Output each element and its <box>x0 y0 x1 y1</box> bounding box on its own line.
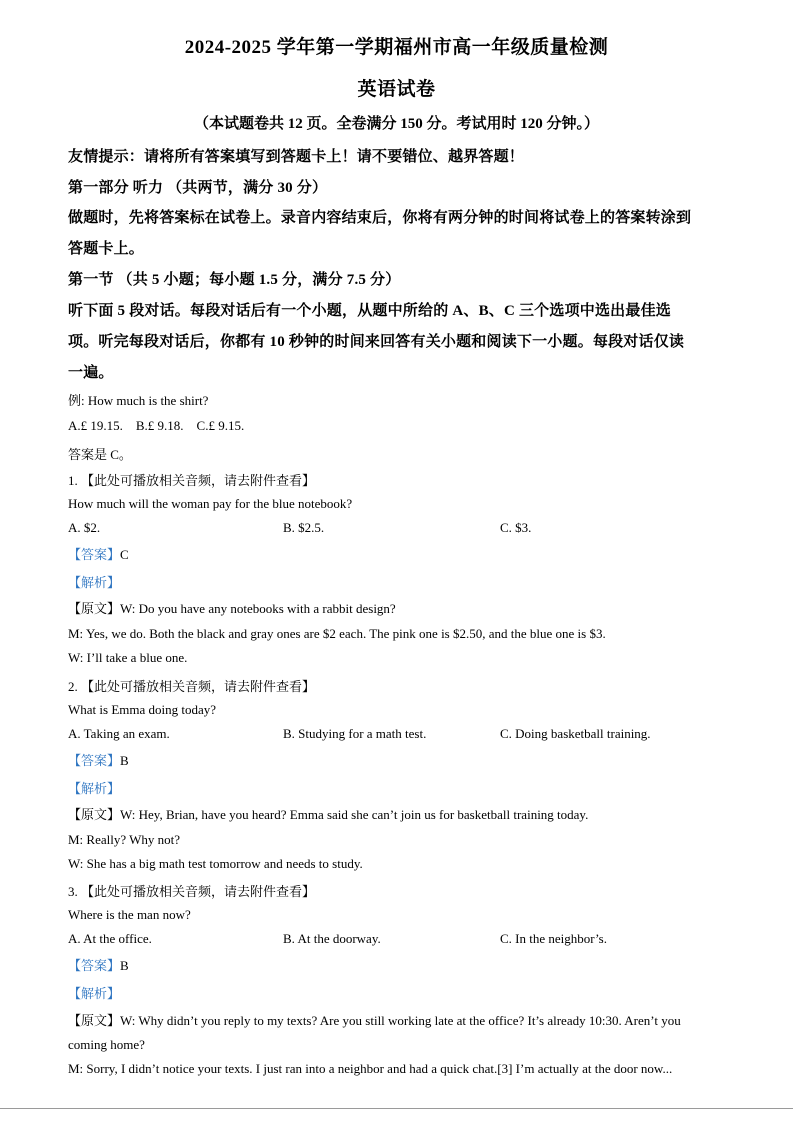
part-description: 答题卡上。 <box>68 241 145 257</box>
analysis-tag-1: 【解析】 <box>68 575 121 590</box>
option-b-2: B. Studying for a math test. <box>283 726 427 741</box>
exam-note: （本试题卷共 12 页。全卷满分 150 分。考试用时 120 分钟。） <box>193 116 599 132</box>
section-description: 一遍。 <box>68 365 114 381</box>
transcript-line: W: I’ll take a blue one. <box>68 650 188 665</box>
analysis-tag-2: 【解析】 <box>68 781 121 796</box>
transcript-line: 【原文】W: Hey, Brian, have you heard? Emma said she can’t join us for basketball training today. <box>68 807 589 822</box>
section-title: 第一节 （共 5 小题；每小题 1.5 分，满分 7.5 分） <box>68 272 401 288</box>
question-number-1[interactable]: 1. 【此处可播放相关音频，请去附件查看】 <box>68 473 316 488</box>
example-answer: 答案是 C。 <box>68 447 132 462</box>
transcript-line: 【原文】W: Why didn’t you reply to my texts? Are you still working late at the office? It’s already 10:30. Aren’t you <box>68 1013 681 1028</box>
question-number-2[interactable]: 2. 【此处可播放相关音频，请去附件查看】 <box>68 679 316 694</box>
page-subtitle: 英语试卷 <box>357 79 436 100</box>
question-text-2: What is Emma doing today? <box>68 702 217 717</box>
transcript-line: M: Sorry, I didn’t notice your texts. I just ran into a neighbor and had a quick chat.[3] I’m actually at the door now... <box>68 1061 673 1076</box>
option-b-3: B. At the doorway. <box>283 931 381 946</box>
page-bottom-divider <box>0 1108 793 1109</box>
part-title: 第一部分 听力 （共两节，满分 30 分） <box>68 180 328 196</box>
answer-value: C <box>120 547 129 562</box>
part-description: 做题时，先将答案标在试卷上。录音内容结束后，你将有两分钟的时间将试卷上的答案转涂到 <box>68 210 692 226</box>
friendly-tip: 友情提示：请将所有答案填写到答题卡上！请不要错位、越界答题！ <box>68 149 525 165</box>
option-c-3: C. In the neighbor’s. <box>500 931 607 946</box>
answer-row-1 <box>68 544 129 563</box>
page-title: 2024-2025 学年第一学期福州市高一年级质量检测 <box>184 37 609 58</box>
option-c-2: C. Doing basketball training. <box>500 726 651 741</box>
option-a-1: A. $2. <box>68 520 101 535</box>
example-options: A.£ 19.15. B.£ 9.18. C.£ 9.15. <box>68 418 245 433</box>
section-description: 听下面 5 段对话。每段对话后有一个小题，从题中所给的 A、B、C 三个选项中选出最佳选 <box>68 303 671 319</box>
option-a-2: A. Taking an exam. <box>68 726 170 741</box>
question-number-3[interactable]: 3. 【此处可播放相关音频，请去附件查看】 <box>68 884 316 899</box>
answer-value: B <box>120 958 129 973</box>
transcript-line: 【原文】W: Do you have any notebooks with a rabbit design? <box>68 601 396 616</box>
answer-tag: 【答案】 <box>68 753 121 768</box>
answer-row-3 <box>68 955 129 974</box>
option-c-1: C. $3. <box>500 520 532 535</box>
answer-tag: 【答案】 <box>68 547 121 562</box>
answer-row-2 <box>68 750 129 769</box>
example-question: 例: How much is the shirt? <box>68 393 209 408</box>
answer-value: B <box>120 753 129 768</box>
transcript-line: W: She has a big math test tomorrow and needs to study. <box>68 856 363 871</box>
transcript-line: M: Yes, we do. Both the black and gray ones are $2 each. The pink one is $2.50, and the blue one is $3. <box>68 626 606 641</box>
section-description: 项。听完每段对话后，你都有 10 秒钟的时间来回答有关小题和阅读下一小题。每段对话仅读 <box>68 334 685 350</box>
question-text-1: How much will the woman pay for the blue notebook? <box>68 496 353 511</box>
analysis-tag-3: 【解析】 <box>68 986 121 1001</box>
option-b-1: B. $2.5. <box>283 520 325 535</box>
transcript-line: M: Really? Why not? <box>68 832 181 847</box>
answer-tag: 【答案】 <box>68 958 121 973</box>
option-a-3: A. At the office. <box>68 931 152 946</box>
transcript-line: coming home? <box>68 1037 145 1052</box>
question-text-3: Where is the man now? <box>68 907 191 922</box>
